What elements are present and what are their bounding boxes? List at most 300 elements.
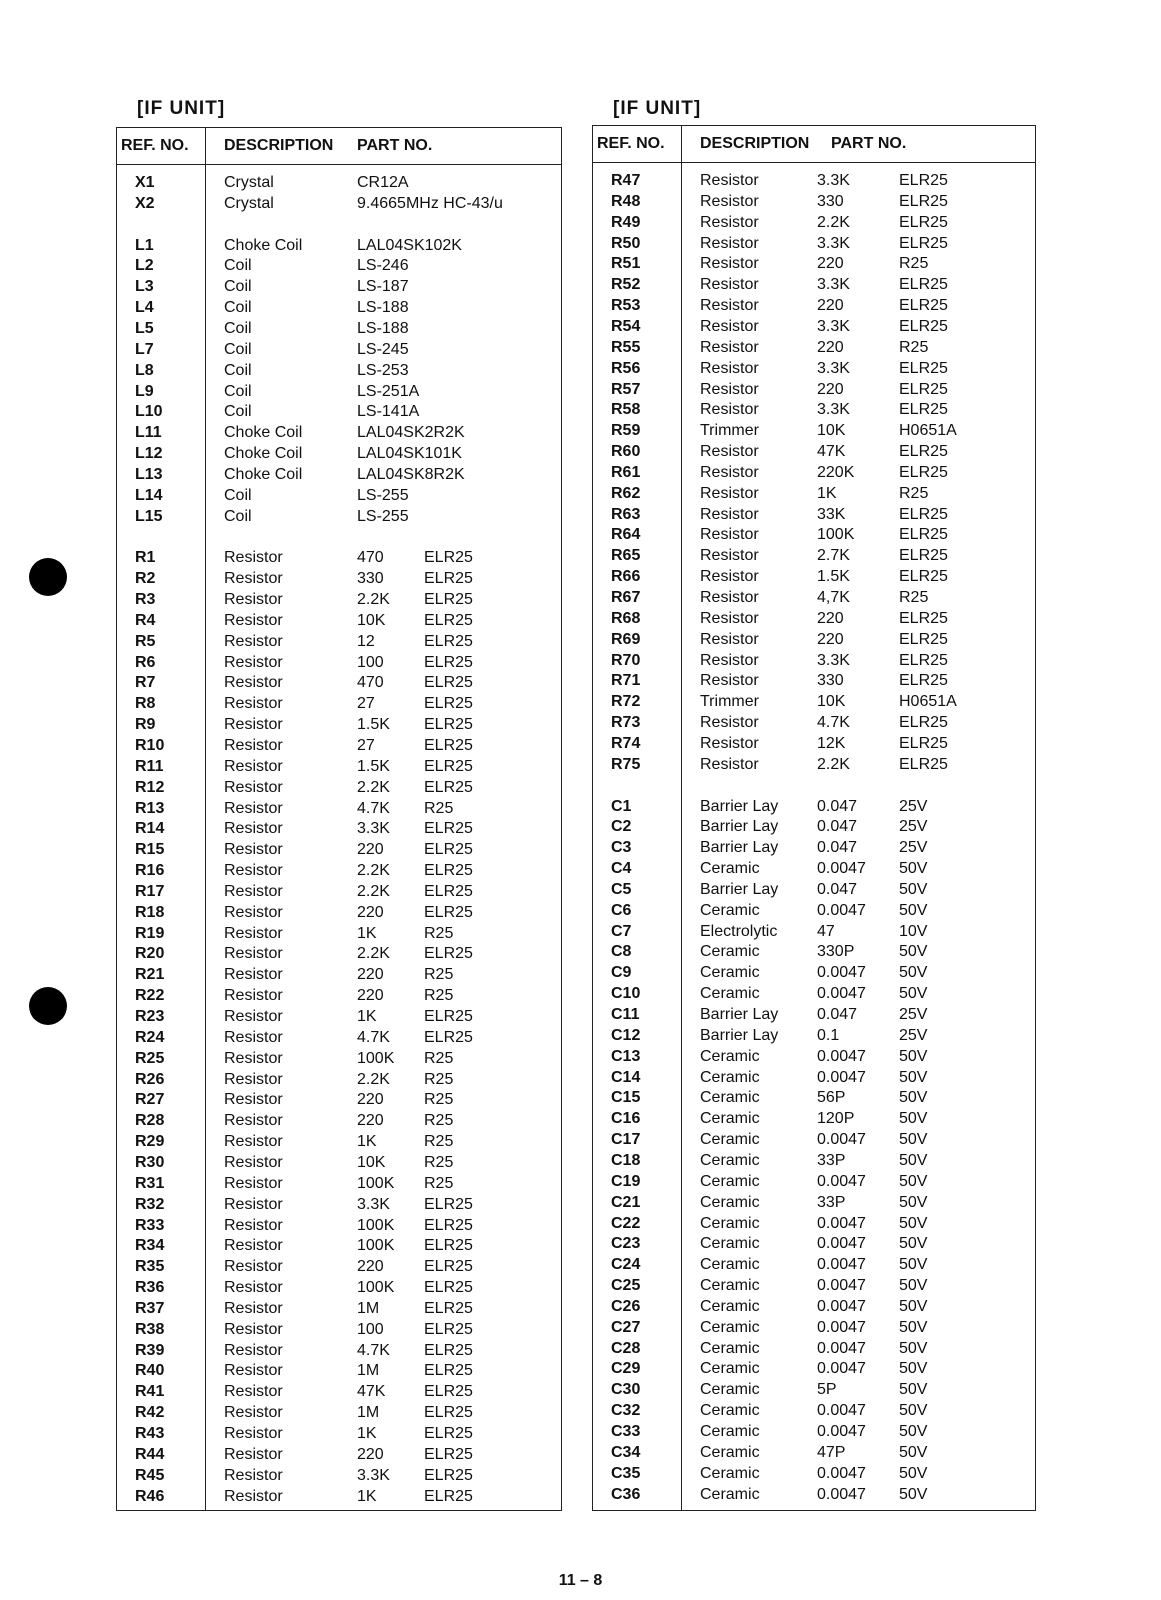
table-row (117, 1404, 561, 1425)
part-value: 220 (817, 338, 844, 356)
ref-no: L11 (135, 424, 162, 442)
ref-no: C32 (611, 1402, 641, 1420)
table-row (593, 1256, 1035, 1277)
table-row (593, 964, 1035, 985)
part-value: 1.5K (357, 716, 390, 734)
part-type: 50V (899, 943, 928, 961)
ref-no: C28 (611, 1339, 641, 1357)
part-type: ELR25 (424, 1195, 473, 1213)
part-type: 50V (899, 1110, 928, 1128)
right-parts-table (592, 125, 1036, 1511)
ref-no: C21 (611, 1193, 641, 1211)
ref-no: C27 (611, 1318, 641, 1336)
ref-no: R60 (611, 443, 641, 461)
part-value: 4.7K (357, 799, 390, 817)
table-row (117, 1300, 561, 1321)
description: Ceramic (700, 1381, 760, 1399)
table-row (117, 299, 561, 320)
part-type: 50V (899, 1485, 928, 1503)
ref-no: R27 (135, 1091, 165, 1109)
table-row (593, 1486, 1035, 1507)
binder-hole-bottom (29, 987, 67, 1025)
part-value: 2.7K (817, 547, 850, 565)
ref-no: R75 (611, 755, 641, 773)
description: Ceramic (700, 985, 760, 1003)
part-type: 25V (899, 1026, 928, 1044)
part-value: 100K (817, 526, 855, 544)
part-type: R25 (899, 589, 929, 606)
table-row (117, 737, 561, 758)
part-value: 100K (357, 1049, 395, 1067)
table-row (593, 485, 1035, 506)
part-value: 100K (357, 1216, 395, 1234)
part-type: 50V (899, 964, 928, 982)
ref-no: C18 (611, 1151, 641, 1169)
table-row (117, 508, 561, 529)
ref-no: R48 (611, 192, 641, 210)
ref-no: R74 (611, 734, 641, 752)
table-row (593, 735, 1035, 756)
ref-no: L14 (135, 486, 163, 504)
part-type: ELR25 (899, 380, 948, 398)
ref-no: R6 (135, 653, 156, 671)
description: Trimmer (700, 693, 759, 711)
description: Resistor (224, 1320, 283, 1338)
description: Coil (224, 403, 252, 421)
table-row (117, 257, 561, 278)
part-type: ELR25 (424, 1299, 473, 1317)
description: Resistor (224, 695, 283, 713)
description: Resistor (224, 1028, 283, 1046)
description: Choke Coil (224, 424, 303, 442)
table-row (593, 547, 1035, 568)
ref-no: R23 (135, 1008, 165, 1025)
part-type: 50V (899, 1256, 928, 1274)
table-row (593, 1048, 1035, 1069)
description: Resistor (700, 714, 759, 732)
description: Crystal (224, 174, 274, 191)
description: Resistor (224, 611, 283, 629)
part-type: 50V (899, 1068, 928, 1086)
part-type: ELR25 (424, 903, 473, 921)
table-row (117, 1362, 561, 1383)
part-type: ELR25 (424, 570, 473, 588)
part-type: ELR25 (424, 1362, 473, 1380)
description: Ceramic (700, 1131, 760, 1149)
table-row (593, 506, 1035, 527)
table-row (593, 777, 1035, 798)
part-type: 10V (899, 922, 928, 940)
ref-no: C1 (611, 797, 632, 815)
ref-no: R37 (135, 1299, 165, 1317)
part-value: 0.0047 (817, 1131, 866, 1149)
part-value: 2.2K (357, 882, 390, 900)
description: Ceramic (700, 1402, 760, 1420)
table-row (117, 278, 561, 299)
description: Resistor (224, 591, 283, 608)
part-value: 220 (357, 1112, 384, 1130)
ref-no: R39 (135, 1341, 165, 1359)
description: Choke Coil (224, 236, 303, 254)
part-type: 50V (899, 1443, 928, 1461)
ref-no: R16 (135, 862, 165, 880)
part-value: 0.0047 (817, 860, 866, 878)
part-value: 4.7K (817, 714, 850, 732)
table-row (117, 1467, 561, 1488)
part-value: LS-255 (357, 507, 409, 525)
part-value: 1K (357, 924, 377, 942)
part-value: 12K (817, 734, 846, 752)
part-value: 0.0047 (817, 1423, 866, 1440)
part-value: 0.0047 (817, 1318, 866, 1336)
table-row (117, 883, 561, 904)
table-row (117, 362, 561, 383)
ref-no: R57 (611, 380, 641, 398)
ref-no: C26 (611, 1297, 641, 1315)
part-type: ELR25 (899, 568, 948, 586)
description: Coil (224, 507, 252, 525)
part-value: 5P (817, 1381, 837, 1399)
description: Resistor (224, 820, 283, 838)
ref-no: R44 (135, 1445, 165, 1463)
part-type: R25 (424, 1174, 454, 1192)
description: Resistor (224, 653, 283, 671)
part-value: 4.7K (357, 1341, 390, 1359)
part-value: 3.3K (817, 276, 850, 294)
table-row (593, 1381, 1035, 1402)
ref-no: L2 (135, 257, 154, 275)
part-type: ELR25 (424, 591, 473, 608)
header-part-no: PART NO. (357, 137, 433, 154)
description: Barrier Lay (700, 797, 779, 815)
part-value: 10K (357, 611, 386, 629)
ref-no: L1 (135, 236, 154, 254)
description: Ceramic (700, 1443, 760, 1461)
table-row (117, 570, 561, 591)
ref-no: C34 (611, 1443, 641, 1461)
part-value: 0.047 (817, 880, 858, 898)
description: Barrier Lay (700, 1026, 779, 1044)
part-value: 0.0047 (817, 1402, 866, 1420)
ref-no: L8 (135, 361, 154, 379)
part-type: R25 (424, 924, 454, 942)
part-value: 470 (357, 549, 384, 567)
table-row (593, 276, 1035, 297)
description: Resistor (224, 1195, 283, 1213)
part-type: ELR25 (424, 1216, 473, 1234)
ref-no: R4 (135, 611, 156, 629)
table-row (593, 339, 1035, 360)
table-row (593, 1027, 1035, 1048)
table-row (593, 464, 1035, 485)
part-type: 50V (899, 1235, 928, 1253)
part-value: 2.2K (357, 591, 390, 608)
description: Resistor (224, 632, 283, 650)
part-type: 50V (899, 1318, 928, 1336)
table-row (117, 445, 561, 466)
description: Ceramic (700, 1214, 760, 1232)
ref-no: R15 (135, 841, 165, 859)
ref-no: R46 (135, 1487, 165, 1505)
description: Resistor (224, 1091, 283, 1109)
table-row (117, 758, 561, 779)
ref-no: R51 (611, 255, 641, 273)
part-type: R25 (899, 255, 929, 273)
table-row (117, 549, 561, 570)
table-row (593, 401, 1035, 422)
description: Resistor (700, 463, 759, 481)
part-type: ELR25 (424, 695, 473, 713)
part-value: 0.0047 (817, 1214, 866, 1232)
description: Ceramic (700, 943, 760, 961)
ref-no: C15 (611, 1089, 641, 1107)
description: Resistor (700, 172, 759, 189)
ref-no: R28 (135, 1112, 165, 1130)
part-type: R25 (424, 799, 454, 817)
part-value: 1.5K (357, 757, 390, 775)
ref-no: R55 (611, 338, 641, 356)
header-ref-no: REF. NO. (121, 137, 189, 154)
part-type: ELR25 (899, 526, 948, 544)
description: Resistor (700, 651, 759, 669)
part-value: 3.3K (817, 234, 850, 252)
part-type: R25 (424, 1133, 454, 1151)
ref-no: R10 (135, 736, 165, 754)
part-type: ELR25 (424, 1466, 473, 1484)
part-value: LS-246 (357, 257, 409, 275)
table-row (117, 1112, 561, 1133)
part-value: 0.0047 (817, 964, 866, 982)
part-value: 1.5K (817, 568, 850, 586)
part-type: ELR25 (899, 213, 948, 231)
ref-no: R68 (611, 609, 641, 627)
right-table-header (593, 126, 1035, 163)
part-value: 2.2K (357, 778, 390, 796)
part-value: 4.7K (357, 1028, 390, 1046)
table-row (593, 902, 1035, 923)
part-value: 330 (817, 672, 844, 690)
ref-no: L13 (135, 465, 163, 483)
part-type: ELR25 (424, 1425, 473, 1442)
part-value: 47P (817, 1443, 846, 1461)
ref-no: L7 (135, 340, 154, 358)
part-type: R25 (424, 1153, 454, 1171)
table-row (593, 568, 1035, 589)
part-type: ELR25 (424, 1487, 473, 1505)
ref-no: R38 (135, 1320, 165, 1338)
part-value: 220 (357, 966, 384, 984)
part-value: 0.047 (817, 797, 858, 815)
description: Ceramic (700, 1318, 760, 1336)
ref-no: R31 (135, 1174, 165, 1192)
table-row (117, 820, 561, 841)
description: Ceramic (700, 1277, 760, 1295)
description: Electrolytic (700, 922, 778, 940)
part-value: 0.0047 (817, 1235, 866, 1253)
part-value: 330 (357, 570, 384, 588)
table-row (117, 612, 561, 633)
table-row (117, 1091, 561, 1112)
ref-no: R56 (611, 359, 641, 377)
part-type: ELR25 (424, 674, 473, 692)
part-type: ELR25 (424, 945, 473, 963)
description: Ceramic (700, 1089, 760, 1107)
part-type: H0651A (899, 422, 957, 440)
part-value: 27 (357, 736, 375, 754)
ref-no: L10 (135, 403, 163, 421)
part-value: 0.0047 (817, 1256, 866, 1274)
ref-no: R66 (611, 568, 641, 586)
table-row (593, 652, 1035, 673)
part-type: 50V (899, 1423, 928, 1440)
table-row (117, 174, 561, 195)
table-row (593, 1340, 1035, 1361)
ref-no: R63 (611, 505, 641, 523)
description: Resistor (224, 966, 283, 984)
table-row (117, 800, 561, 821)
ref-no: C29 (611, 1360, 641, 1378)
ref-no: R67 (611, 589, 641, 606)
description: Resistor (224, 1299, 283, 1317)
description: Coil (224, 257, 252, 275)
part-value: 0.0047 (817, 985, 866, 1003)
table-row (117, 1008, 561, 1029)
part-value: 2.2K (357, 862, 390, 880)
description: Resistor (224, 1112, 283, 1130)
part-value: 100K (357, 1174, 395, 1192)
part-value: LS-255 (357, 486, 409, 504)
part-type: ELR25 (899, 359, 948, 377)
description: Resistor (224, 1153, 283, 1171)
table-row (593, 1089, 1035, 1110)
ref-no: C6 (611, 901, 632, 919)
ref-no: C36 (611, 1485, 641, 1503)
part-value: 330P (817, 943, 855, 961)
part-type: 50V (899, 1297, 928, 1315)
part-value: 27 (357, 695, 375, 713)
ref-no: R49 (611, 213, 641, 231)
table-row (593, 172, 1035, 193)
description: Resistor (224, 570, 283, 588)
part-type: 50V (899, 985, 928, 1003)
ref-no: C3 (611, 839, 632, 857)
ref-no: C33 (611, 1423, 641, 1440)
ref-no: R18 (135, 903, 165, 921)
description: Resistor (224, 1487, 283, 1505)
table-row (117, 633, 561, 654)
part-value: 12 (357, 632, 375, 650)
part-value: 47K (357, 1383, 386, 1401)
description: Resistor (700, 317, 759, 335)
ref-no: C22 (611, 1214, 641, 1232)
description: Resistor (700, 505, 759, 523)
table-row (593, 526, 1035, 547)
part-value: 220 (817, 380, 844, 398)
table-row (593, 255, 1035, 276)
part-value: LAL04SK2R2K (357, 424, 465, 442)
ref-no: L4 (135, 299, 154, 317)
description: Choke Coil (224, 465, 303, 483)
part-value: 220 (357, 841, 384, 859)
table-row (593, 1277, 1035, 1298)
description: Ceramic (700, 1047, 760, 1065)
part-value: 220 (357, 1091, 384, 1109)
table-row (593, 589, 1035, 610)
part-type: ELR25 (424, 549, 473, 567)
ref-no: C14 (611, 1068, 641, 1086)
part-type: ELR25 (424, 1008, 473, 1025)
description: Resistor (224, 1383, 283, 1401)
table-row (593, 1235, 1035, 1256)
part-value: 47 (817, 922, 835, 940)
part-type: ELR25 (899, 505, 948, 523)
part-value: 9.4665MHz HC-43/u (357, 194, 503, 212)
description: Resistor (700, 526, 759, 544)
description: Resistor (700, 630, 759, 648)
description: Resistor (224, 924, 283, 942)
table-row (117, 1050, 561, 1071)
table-row (117, 1488, 561, 1509)
description: Resistor (224, 1237, 283, 1255)
part-type: 50V (899, 901, 928, 919)
ref-no: R8 (135, 695, 156, 713)
ref-no: R30 (135, 1153, 165, 1171)
part-value: LAL04SK8R2K (357, 465, 465, 483)
part-value: 3.3K (817, 359, 850, 377)
part-value: 2.2K (817, 755, 850, 773)
table-row (593, 297, 1035, 318)
description: Resistor (700, 755, 759, 773)
part-type: ELR25 (899, 547, 948, 565)
description: Resistor (700, 734, 759, 752)
ref-no: R22 (135, 987, 165, 1005)
table-row (593, 1194, 1035, 1215)
binder-hole-top (29, 558, 67, 596)
table-row (117, 1321, 561, 1342)
description: Ceramic (700, 860, 760, 878)
description: Resistor (224, 1258, 283, 1276)
part-value: LS-141A (357, 403, 420, 421)
ref-no: R36 (135, 1279, 165, 1297)
description: Resistor (224, 1466, 283, 1484)
part-value: 1K (817, 484, 837, 502)
table-row (117, 1029, 561, 1050)
part-type: ELR25 (424, 1237, 473, 1255)
table-row (117, 779, 561, 800)
ref-no: R3 (135, 591, 156, 608)
ref-no: R72 (611, 693, 641, 711)
description: Resistor (224, 903, 283, 921)
ref-no: R5 (135, 632, 156, 650)
description: Ceramic (700, 1235, 760, 1253)
part-value: 1M (357, 1404, 380, 1422)
ref-no: C8 (611, 943, 632, 961)
description: Barrier Lay (700, 880, 779, 898)
table-row (593, 818, 1035, 839)
table-row (593, 422, 1035, 443)
part-value: LAL04SK101K (357, 445, 462, 463)
ref-no: C5 (611, 880, 632, 898)
ref-no: R64 (611, 526, 641, 544)
part-type: ELR25 (424, 1028, 473, 1046)
description: Ceramic (700, 901, 760, 919)
ref-no: R2 (135, 570, 156, 588)
table-row (117, 216, 561, 237)
part-value: 100 (357, 653, 384, 671)
ref-no: R7 (135, 674, 156, 692)
part-value: 2.2K (817, 213, 850, 231)
part-type: 50V (899, 1402, 928, 1420)
